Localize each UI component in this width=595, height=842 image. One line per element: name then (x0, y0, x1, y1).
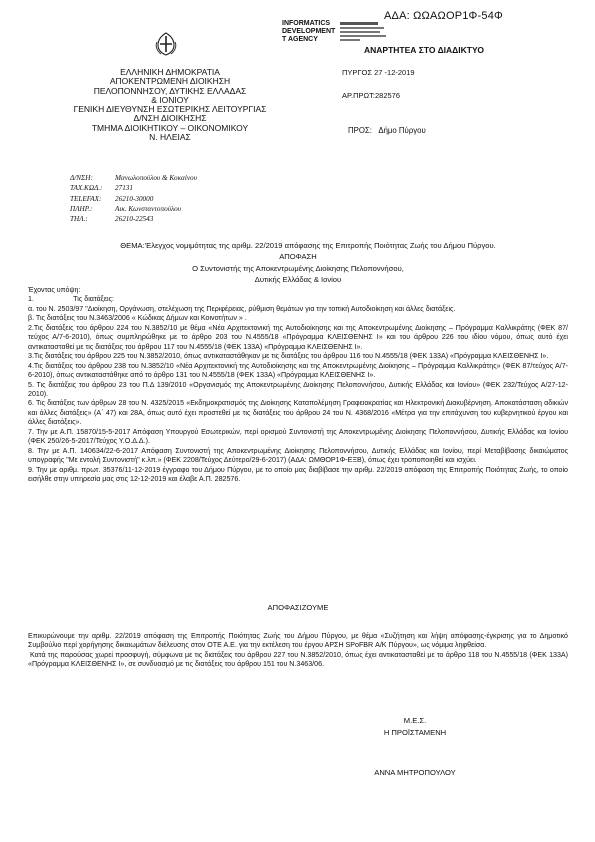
sender-row: TELEFAX: 26210-30000 (70, 194, 154, 203)
subject-line: ΘΕΜΑ:'Ελεγχος νομιμότητας της αριθμ. 22/2019 απόφασης της Επιτροπής Ποιότητας Ζωής του Δήμου Πύργου. (120, 241, 496, 250)
decision-title: ΑΠΟΦΑΣΗ (279, 252, 317, 261)
issuer-line-1: Ο Συντονιστής της Αποκεντρωμένης Διοίκησης Πελοποννήσου, (192, 264, 404, 273)
logo-fineprint (340, 21, 390, 41)
consideration-item: 9. Την με αριθμ. πρωτ. 35376/11-12-2019 έγγραφο του Δήμου Πύργου, με το οποίο μας διαβίβασε την αριθμ. 22/2019 απόφαση της Επιτροπής Ποιότητας Ζωής, το οποίο εισήλθε στην υπηρεσία μας στις 12-12-2019 και έλαβε Α.Π. 282576. (28, 465, 568, 484)
header-line: ΓΕΝΙΚΗ ΔΙΕΥΘΥΝΣΗ ΕΣΩΤΕΡΙΚΗΣ ΛΕΙΤΟΥΡΓΙΑΣ (73, 104, 267, 115)
logo-text: INFORMATICS DEVELOPMENT T AGENCY (282, 20, 336, 43)
issuer-line-2: Δυτικής Ελλάδας & Ιονίου (254, 275, 342, 284)
consideration-item: 1. Τις διατάξεις: (28, 295, 114, 304)
decision-paragraph: Επικυρώνουμε την αριθμ. 22/2019 απόφαση της Επιτροπής Ποιότητας Ζωής του Δήμου Πύργου, με θέμα «Συζήτηση και λήψη απόφασης-έγκρισης για το Δημοτικό Συμβούλιο περί χορήγησης δικαιωμάτων διέλευσης στον ΟΤΕ Α.Ε. για την εκτέλεση του έργου ΑΡΣΗ SPoFBR Α/Κ Πύργου», ως νόμιμα ληφθείσα. (28, 632, 568, 650)
consideration-item: 8. Την με Α.Π. 140634/22-6-2017 Απόφαση Συντονιστή της Αποκεντρωμένης Διοίκησης Πελοποννήσου, Δυτικής Ελλάδας και Ιονίου, περί Μεταβίβασης δικαιώματος υπογραφής "Με εντολή Συντονιστή" κ.λπ.» (ΦΕΚ 2208/Τεύχος Δεύτερο/29-6-2017) (ΑΔΑ: ΩΜΘΟΡ1Φ-ΕΞΒ), όπως έχει τροποποιηθεί και ισχύει. (28, 446, 568, 465)
signature-mes: Μ.Ε.Σ. (403, 716, 427, 725)
consideration-item: α. του Ν. 2503/97 "Διοίκηση, Οργάνωση, στελέχωση της Περιφέρειας, ρύθμιση θεμάτων για την τοπική Αυτοδιοίκηση και άλλες διατάξεις. (28, 304, 456, 313)
recipient (348, 126, 426, 135)
header-line: & ΙΟΝΙΟΥ (151, 94, 189, 105)
sender-row: ΠΛΗΡ.: Αικ. Κωνσταντοπούλου (70, 204, 182, 213)
recipient-name: Δήμο Πύργου (378, 126, 426, 135)
publish-note: ΑΝΑΡΤΗΤΕΑ ΣΤΟ ΔΙΑΔΙΚΤΥΟ (364, 45, 484, 55)
decide-heading: ΑΠΟΦΑΣΙΖΟΥΜΕ (267, 603, 329, 612)
decision-text (28, 632, 568, 670)
consideration-item: 7. Την με Α.Π. 15870/15-5-2017 Απόφαση Υπουργού Εσωτερικών, περί ορισμού Συντονιστή της Αποκεντρωμένης Διοίκησης Πελοποννήσου, Δυτικής Ελλάδας και Ιονίου (ΦΕΚ 250/26-5-2017/Τεύχος Υ.Ο.Δ.Δ.). (28, 427, 568, 446)
considering-heading: Έχοντας υπόψη: (28, 286, 81, 294)
consideration-item: 2.Τις διατάξεις του άρθρου 224 του Ν.3852/10 με θέμα «Νέα Αρχιτεκτονική της Αυτοδιοίκησης και της Αποκεντρωμένης Διοίκησης – Πρόγραμμα Καλλικράτης (ΦΕΚ 87/τεύχος Α/7-6-2010), όπως συμπληρώθηκε με το άρθρο 203 του Ν.4555/18 «Πρόγραμμα ΚΛΕΙΣΘΕΝΗΣ Ι» και του άρθρου 226 του ιδίου νόμου, όπως αυτό έχει αντικατασταθεί με τις διατάξεις του άρθρου 117 του Ν.4555/18 (ΦΕΚ 133Α) «Πρόγραμμα ΚΛΕΙΣΘΕΝΗΣ Ι». (28, 323, 568, 351)
consideration-item: 5. Τις διατάξεις του άρθρου 23 του Π.Δ 139/2010 «Οργανισμός της Αποκεντρωμένης Διοίκησης Πελοποννήσου, Δυτικής Ελλάδας και Ιονίου» (ΦΕΚ 232/Τεύχος Α/27-12-2010). (28, 380, 568, 398)
consideration-item: 4.Τις διατάξεις του άρθρου 238 του Ν.3852/10 «Νέα Αρχιτεκτονική της Αυτοδιοίκησης και της Αποκεντρωμένης Διοίκησης – Πρόγραμμα Καλλικράτης» (ΦΕΚ 87/τεύχος Α/7-6-2010), όπως αντικαταστάθηκε από το άρθρο 131 του Ν.4555/18 (ΦΕΚ 133Α) «Πρόγραμμα ΚΛΕΙΣΘΕΝΗΣ Ι». (28, 361, 568, 380)
protocol-number: ΑΡ.ΠΡΩΤ:282576 (342, 91, 401, 100)
issuer-header (70, 68, 270, 142)
header-line: Δ/ΝΣΗ ΔΙΟΙΚΗΣΗΣ (133, 113, 207, 124)
consideration-item: 6. Τις διατάξεις των άρθρων 28 του Ν. 4325/2015 «Εκδημοκρατισμός της Διοίκησης Καταπολέμηση Γραφειοκρατίας και Ηλεκτρονική Διακυβέρνηση. Αποκατάσταση αδικιών και άλλες διατάξεις» (Α΄ 47) και 28Α, όπως αυτό έχει προστεθεί με τις διατάξεις του άρθρου 24 του Ν. 4368/2016 «Μέτρα για την επιτάχυνση του κυβερνητικού έργου και άλλες διατάξεις». (28, 399, 568, 427)
header-line: Ν. ΗΛΕΙΑΣ (149, 132, 191, 143)
consideration-item: 3.Τις διατάξεις του άρθρου 225 του Ν.3852/2010, όπως αντικαταστάθηκαν με τις διατάξεις του άρθρου 116 του Ν.4555/18 (ΦΕΚ 133Α) «Πρόγραμμα ΚΛΕΙΣΘΕΝΗΣ Ι». (28, 352, 549, 361)
header-line: ΕΛΛΗΝΙΚΗ ΔΗΜΟΚΡΑΤΙΑ (120, 67, 220, 77)
signature-role: Η ΠΡΟΪΣΤΑΜΕΝΗ (383, 728, 447, 737)
decision-paragraph: Κατά της παρούσας χωρεί προσφυγή, σύμφωνα με τις διατάξεις του άρθρου 227 του Ν.3852/2010, όπως έχει αντικατασταθεί με το άρθρο 118 του Ν.4555/18 (ΦΕΚ 133Α) «Πρόγραμμα ΚΛΕΙΣΘΕΝΗΣ Ι», σε συνδυασμό με τις διατάξεις του άρθρου 151 του Ν.3463/06. (28, 650, 568, 669)
sender-row: Δ/ΝΣΗ: Μανωλοπούλου & Κοκαίνου (70, 174, 197, 182)
ada-code: ΑΔΑ: ΩΩΑΩΟΡ1Φ-54Φ (384, 10, 504, 22)
recipient-label: ΠΡΟΣ: (348, 126, 372, 135)
header-line: ΤΜΗΜΑ ΔΙΟΙΚΗΤΙΚΟΥ – ΟΙΚΟΝΟΜΙΚΟΥ (91, 122, 249, 133)
header-line: ΑΠΟΚΕΝΤΡΩΜΕΝΗ ΔΙΟΙΚΗΣΗ (109, 76, 231, 87)
sender-row: ΤΑΧ.ΚΩΔ.: 27131 (70, 184, 133, 193)
sender-row: ΤΗΛ.: 26210-22543 (70, 215, 154, 224)
sender-details (70, 173, 197, 224)
consideration-item: β. Τις διατάξεις του Ν.3463/2006 « Κώδικας Δήμων και Κοινοτήτων » . (28, 314, 247, 323)
header-line: ΠΕΛΟΠΟΝΝΗΣΟΥ, ΔΥΤΙΚΗΣ ΕΛΛΑΔΑΣ (93, 85, 247, 96)
signature-name: ΑΝΝΑ ΜΗΤΡΟΠΟΥΛΟΥ (374, 768, 456, 777)
considerations (28, 286, 568, 485)
greek-emblem-icon (155, 32, 177, 56)
place-date: ΠΥΡΓΟΣ 27 -12-2019 (342, 68, 415, 77)
